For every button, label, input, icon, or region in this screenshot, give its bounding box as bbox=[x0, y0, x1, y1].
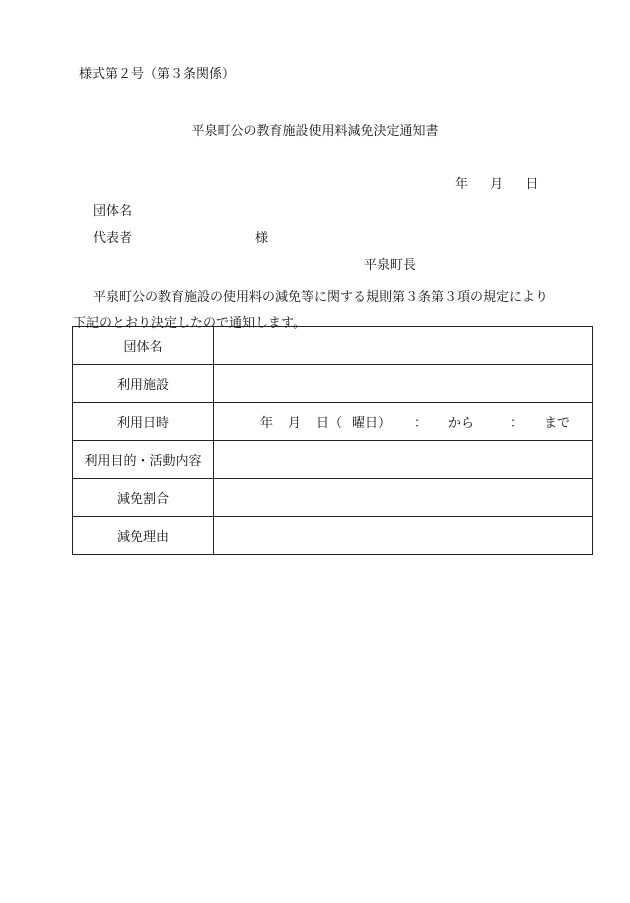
recipient-rep-label: 代表者 bbox=[93, 231, 133, 246]
row-value-reduction-reason bbox=[214, 517, 593, 555]
row-value-reduction-rate bbox=[214, 479, 593, 517]
details-table bbox=[72, 326, 593, 555]
row-label-reduction-rate: 減免割合 bbox=[73, 479, 214, 517]
datetime-year: 年 bbox=[260, 416, 274, 431]
datetime-day: 日（ bbox=[316, 416, 343, 431]
date-day: 日 bbox=[525, 177, 539, 192]
row-label-facility: 利用施設 bbox=[73, 365, 214, 403]
row-value-datetime bbox=[214, 403, 593, 441]
row-value-org bbox=[214, 327, 593, 365]
document-title bbox=[0, 124, 630, 140]
document-title-text: 平泉町公の教育施設使用料減免決定通知書 bbox=[191, 124, 439, 139]
date-month: 月 bbox=[490, 177, 504, 192]
datetime-weekday: 曜日） bbox=[352, 416, 392, 431]
table-row bbox=[73, 517, 593, 555]
notice-body: 平泉町公の教育施設の使用料の減免等に関する規則第３条第３項の規定により下記のとおり決定したので通知します。 bbox=[73, 290, 549, 331]
datetime-colon-start: ： bbox=[414, 416, 428, 431]
date-year: 年 bbox=[455, 177, 469, 192]
datetime-from: から bbox=[448, 416, 475, 431]
row-label-org: 団体名 bbox=[73, 327, 214, 365]
datetime-fields bbox=[214, 412, 592, 431]
datetime-colon-end: ： bbox=[510, 416, 524, 431]
row-label-reduction-reason: 減免理由 bbox=[73, 517, 214, 555]
table-row bbox=[73, 403, 593, 441]
table-row bbox=[73, 441, 593, 479]
row-label-purpose: 利用目的・活動内容 bbox=[73, 441, 214, 479]
issuer-name: 平泉町長 bbox=[364, 258, 417, 273]
table-row bbox=[73, 327, 593, 365]
issue-date bbox=[455, 177, 538, 193]
recipient-org-label: 団体名 bbox=[93, 204, 133, 219]
table-row bbox=[73, 365, 593, 403]
recipient-honorific: 様 bbox=[255, 231, 269, 246]
row-label-datetime: 利用日時 bbox=[73, 403, 214, 441]
row-value-purpose bbox=[214, 441, 593, 479]
row-value-facility bbox=[214, 365, 593, 403]
datetime-until: まで bbox=[544, 416, 571, 431]
datetime-month: 月 bbox=[288, 416, 302, 431]
form-number: 様式第２号（第３条関係） bbox=[79, 67, 236, 82]
table-row bbox=[73, 479, 593, 517]
